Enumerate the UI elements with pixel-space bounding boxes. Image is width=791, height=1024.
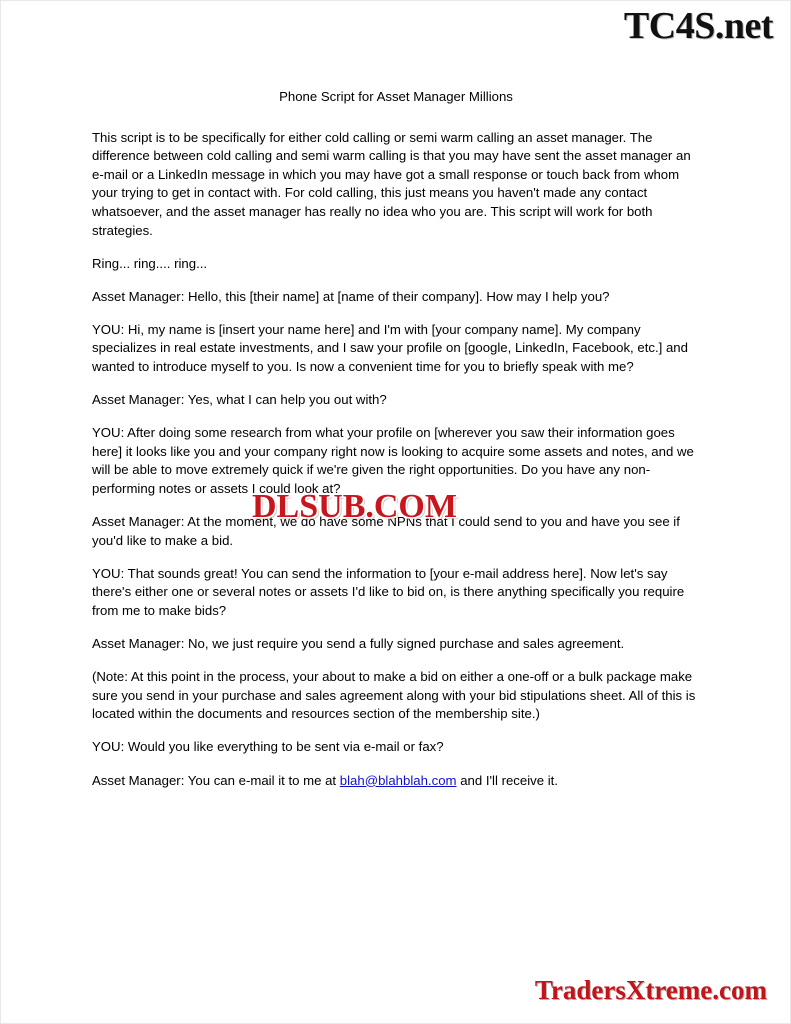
- paragraph-am-npns: Asset Manager: At the moment, we do have some NPNs that I could send to you and have you see if you'd like to make a bid.: [92, 514, 680, 548]
- paragraph-intro: This script is to be specifically for either cold calling or semi warm calling an asset manager. The difference between cold calling and semi warm calling is that you may have sent the asset manager an e-mail or a LinkedIn message in which you may have got a small response or touch back from whom your trying to get in contact with. For cold calling, this just means you haven't made any contact whatsoever, and the asset manager has really no idea who you are. This script will work for both strategies.: [92, 129, 691, 238]
- watermark-bottom-right: TradersXtreme.com: [534, 975, 767, 1005]
- final-line-after: and I'll receive it.: [456, 772, 559, 788]
- paragraph-am-final: [92, 772, 700, 791]
- paragraph-you-email-or-fax: YOU: Would you like everything to be sent via e-mail or fax?: [92, 739, 444, 755]
- paragraph-you-sounds-great: YOU: That sounds great! You can send the information to [your e-mail address here]. Now let's say there's either one or several notes or assets I'd like to bid on, is there anything specifically you require from me to make bids?: [92, 565, 685, 618]
- paragraph-am-requirement: Asset Manager: No, we just require you send a fully signed purchase and sales agreement.: [92, 636, 625, 652]
- watermark-center: DLSUB.COM: [252, 488, 457, 525]
- paragraph-you-research: YOU: After doing some research from what your profile on [wherever you saw their information goes here] it looks like you and your company right now is looking to acquire some assets and notes, and we will be able to move extremely quick if we're given the right opportunities. Do you have any non-performing notes or assets I could look at?: [92, 425, 694, 496]
- final-line-before: Asset Manager: You can e-mail it to me at: [92, 772, 340, 788]
- paragraph-am-yes: Asset Manager: Yes, what I can help you out with?: [92, 392, 387, 408]
- page-title: Phone Script for Asset Manager Millions: [279, 89, 513, 104]
- watermark-top-right: TC4S.net: [623, 5, 773, 47]
- paragraph-you-intro: YOU: Hi, my name is [insert your name here] and I'm with [your company name]. My company specializes in real estate investments, and I saw your profile on [google, LinkedIn, Facebook, etc.] and wanted to introduce myself to you. Is now a convenient time for you to briefly speak with me?: [92, 321, 688, 375]
- email-link[interactable]: blah@blahblah.com: [339, 772, 457, 788]
- document-text-body: [92, 88, 700, 805]
- paragraph-note: (Note: At this point in the process, your about to make a bid on either a one-off or a bulk package make sure you send in your purchase and sales agreement along with your bid stipulations sheet. All of this is located within the documents and resources section of the membership site.): [92, 669, 696, 722]
- paragraph-am-greeting: Asset Manager: Hello, this [their name] at [name of their company]. How may I help you?: [92, 288, 610, 304]
- paragraph-ring: Ring... ring.... ring...: [92, 255, 208, 271]
